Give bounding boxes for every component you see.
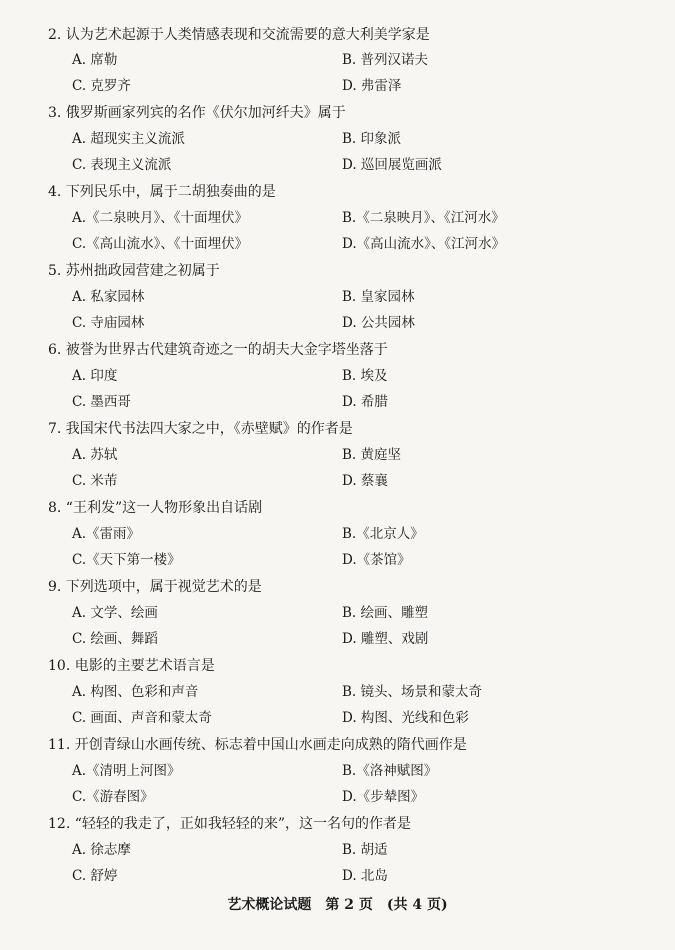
option-a: A. 苏轼	[72, 447, 118, 463]
option-d: D.《步辇图》	[342, 789, 425, 805]
option-d: D.《茶馆》	[342, 552, 411, 568]
option-c: C. 舒婷	[72, 868, 118, 884]
question-8: 8. “王利发”这一人物形象出自话剧	[48, 500, 263, 516]
option-b: B. 皇家园林	[342, 289, 415, 305]
option-d: D. 北岛	[342, 868, 388, 884]
option-b: B. 镜头、场景和蒙太奇	[342, 684, 483, 700]
option-c: C. 绘画、舞蹈	[72, 631, 158, 647]
option-a: A.《二泉映月》、《十面埋伏》	[72, 210, 249, 226]
option-c: C. 表现主义流派	[72, 157, 172, 173]
question-11: 11. 开创青绿山水画传统、标志着中国山水画走向成熟的隋代画作是	[48, 737, 467, 753]
question-5: 5. 苏州拙政园营建之初属于	[48, 263, 220, 279]
option-a: A. 席勒	[72, 52, 118, 68]
question-7: 7. 我国宋代书法四大家之中，《赤壁赋》的作者是	[48, 421, 353, 437]
option-d: D. 弗雷泽	[342, 78, 402, 94]
option-d: D. 构图、光线和色彩	[342, 710, 469, 726]
option-c: C. 克罗齐	[72, 78, 131, 94]
option-b: B. 印象派	[342, 131, 402, 147]
option-b: B. 绘画、雕塑	[342, 605, 429, 621]
question-2: 2. 认为艺术起源于人类情感表现和交流需要的意大利美学家是	[48, 27, 430, 43]
option-b: B. 普列汉诺夫	[342, 52, 429, 68]
option-a: A. 构图、色彩和声音	[72, 684, 199, 700]
option-d: D. 公共园林	[342, 315, 415, 331]
option-c: C.《天下第一楼》	[72, 552, 181, 568]
option-a: A.《清明上河图》	[72, 763, 181, 779]
option-c: C. 寺庙园林	[72, 315, 145, 331]
option-b: B.《洛神赋图》	[342, 763, 438, 779]
question-10: 10. 电影的主要艺术语言是	[48, 658, 215, 674]
option-b: B. 黄庭坚	[342, 447, 402, 463]
option-a: A. 私家园林	[72, 289, 145, 305]
option-d: D.《高山流水》、《江河水》	[342, 236, 506, 252]
option-c: C. 墨西哥	[72, 394, 131, 410]
option-c: C. 画面、声音和蒙太奇	[72, 710, 212, 726]
option-d: D. 希腊	[342, 394, 388, 410]
page-footer: 艺术概论试题 第 2 页 (共 4 页)	[227, 897, 448, 913]
question-3: 3. 俄罗斯画家列宾的名作《伏尔加河纤夫》属于	[48, 105, 346, 121]
option-b: B.《二泉映月》、《江河水》	[342, 210, 505, 226]
option-b: B. 胡适	[342, 842, 388, 858]
question-6: 6. 被誉为世界古代建筑奇迹之一的胡夫大金字塔坐落于	[48, 342, 388, 358]
question-9: 9. 下列选项中，属于视觉艺术的是	[48, 579, 262, 595]
option-a: A. 徐志摩	[72, 842, 131, 858]
option-d: D. 巡回展览画派	[342, 157, 442, 173]
question-12: 12. “轻轻的我走了，正如我轻轻的来”，这一名句的作者是	[48, 816, 412, 832]
option-a: A.《雷雨》	[72, 526, 141, 542]
option-a: A. 超现实主义流派	[72, 131, 185, 147]
option-d: D. 蔡襄	[342, 473, 388, 489]
option-d: D. 雕塑、戏剧	[342, 631, 429, 647]
option-b: B. 埃及	[342, 368, 388, 384]
option-c: C.《高山流水》、《十面埋伏》	[72, 236, 249, 252]
option-a: A. 印度	[72, 368, 118, 384]
option-c: C.《游春图》	[72, 789, 154, 805]
question-4: 4. 下列民乐中，属于二胡独奏曲的是	[48, 184, 276, 200]
option-c: C. 米芾	[72, 473, 118, 489]
option-b: B.《北京人》	[342, 526, 424, 542]
option-a: A. 文学、绘画	[72, 605, 158, 621]
